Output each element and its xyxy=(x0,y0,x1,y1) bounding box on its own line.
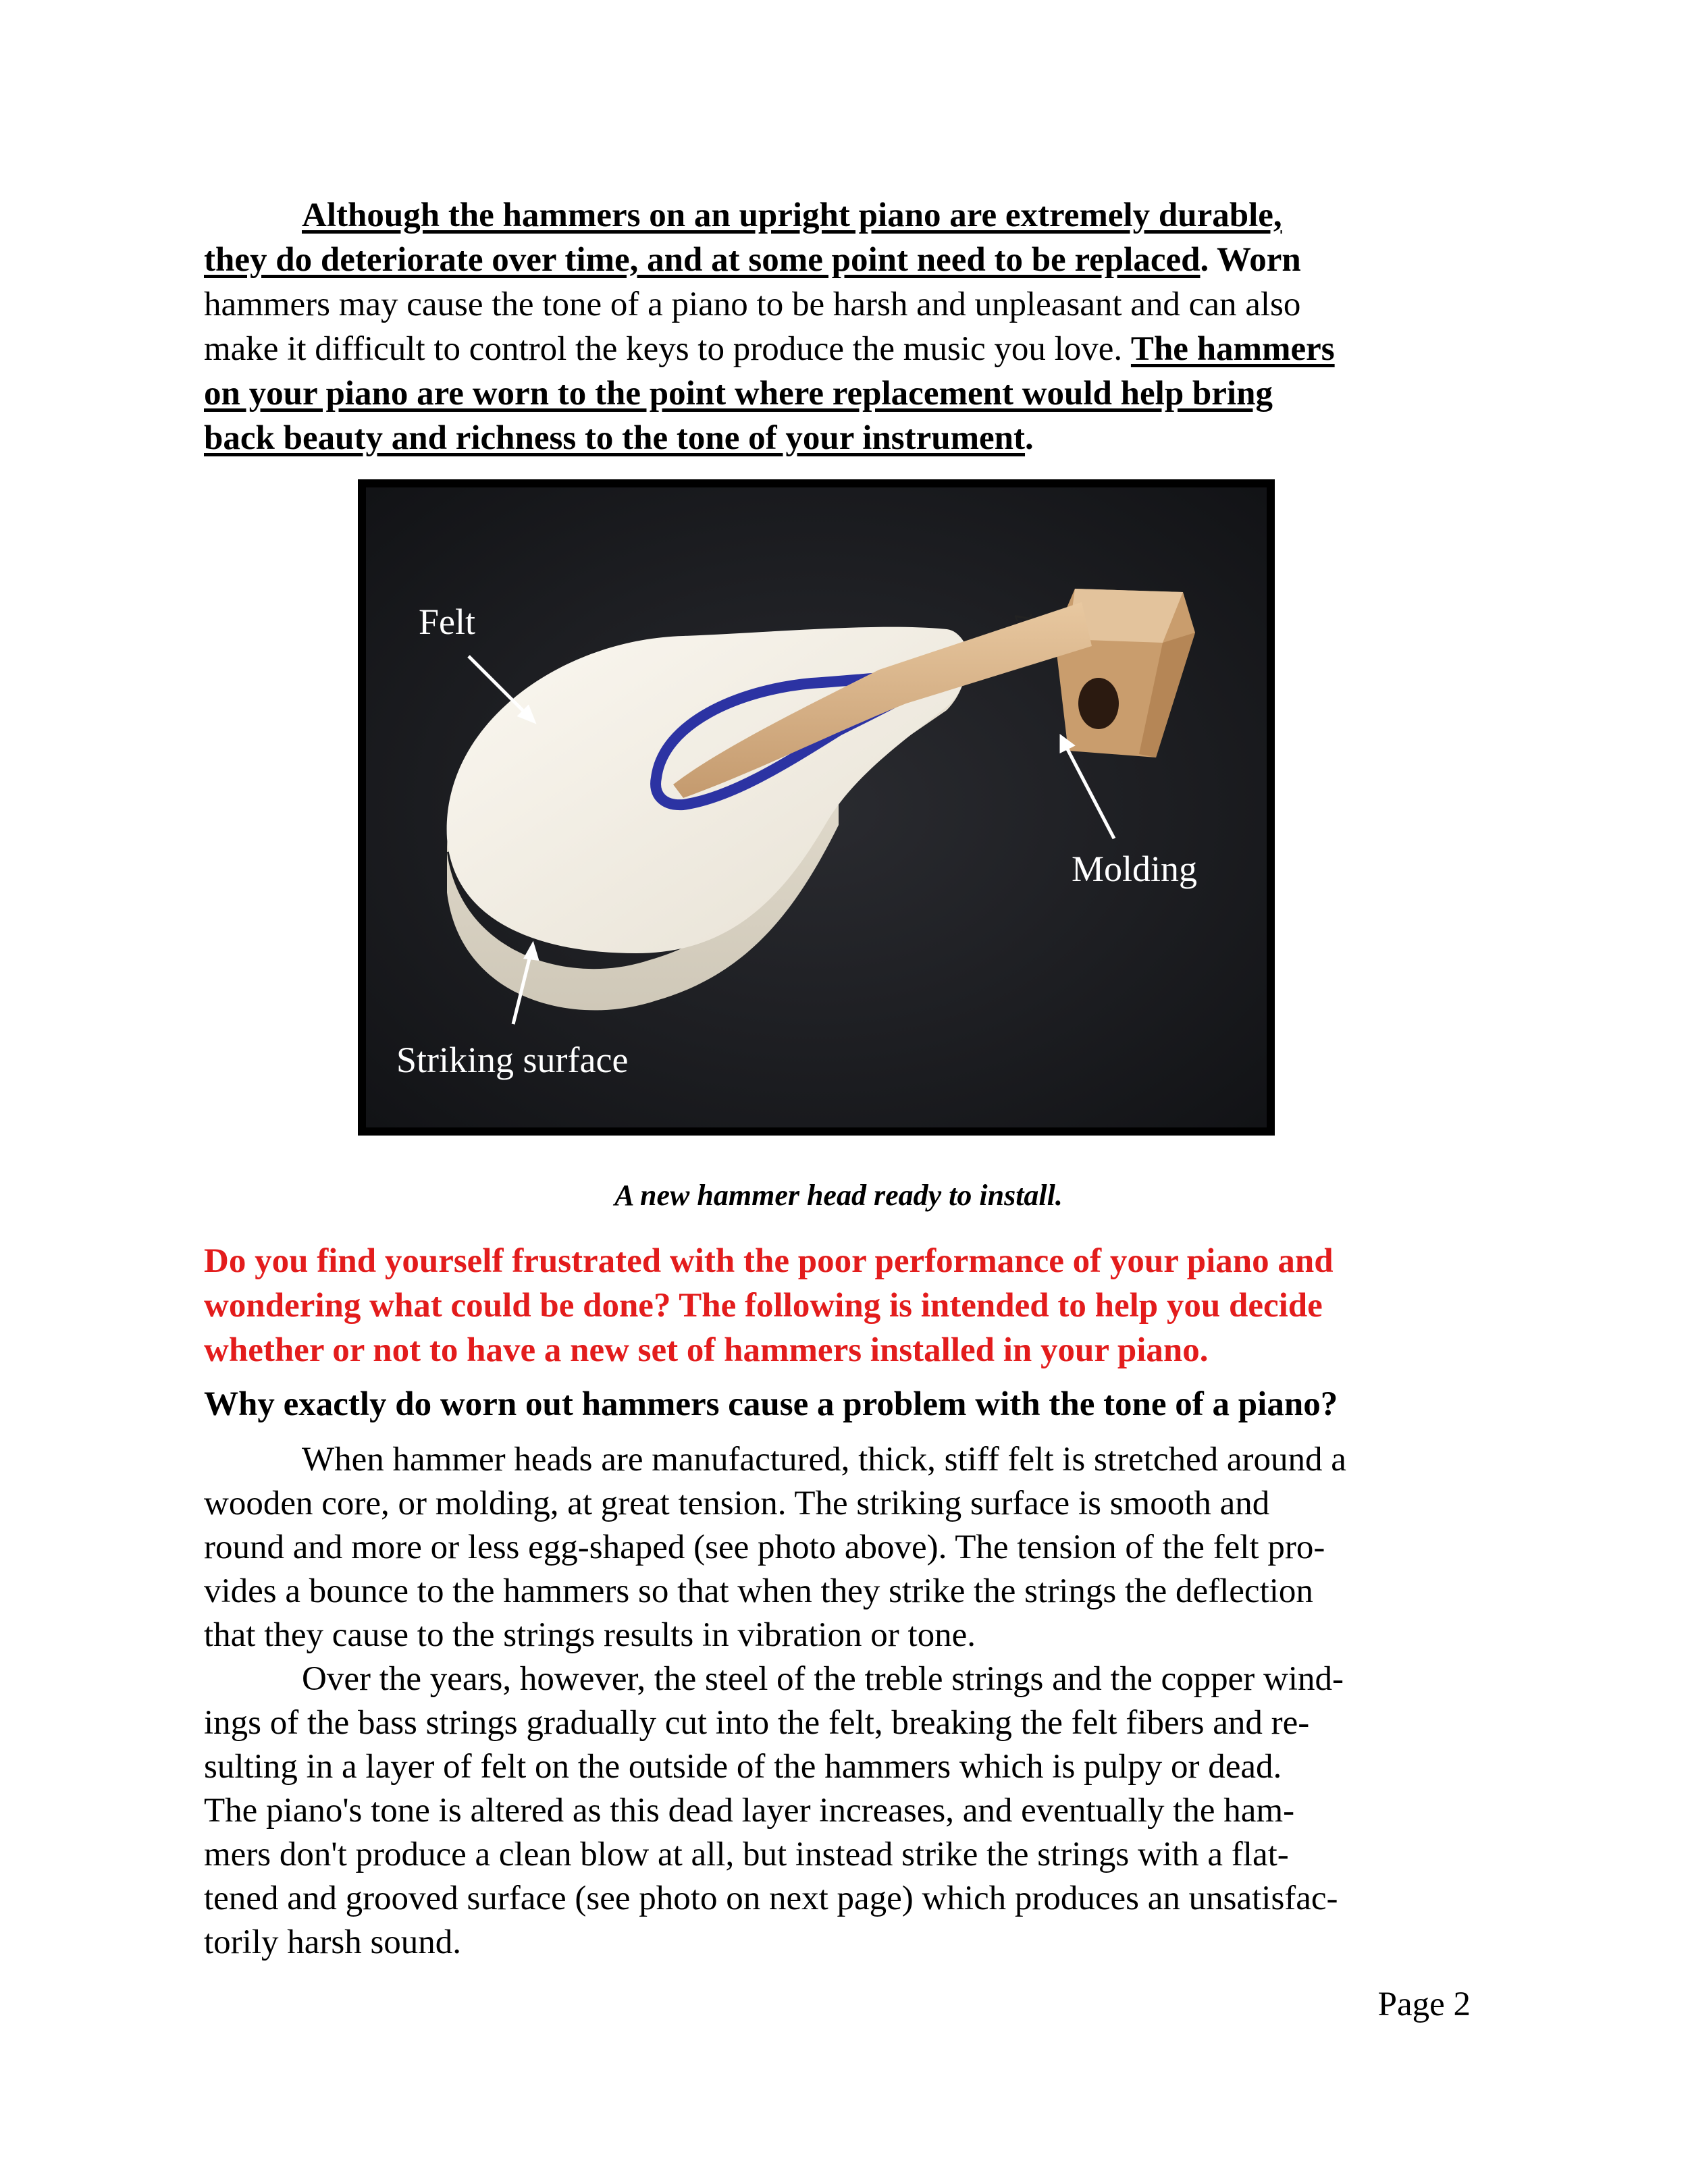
page-number: Page 2 xyxy=(1377,1986,1471,2023)
body-line: When hammer heads are manufactured, thick, stiff felt is stretched around a xyxy=(302,1441,1346,1479)
intro-paragraph xyxy=(204,193,1473,460)
hammer-photo xyxy=(358,479,1275,1136)
section-question: Why exactly do worn out hammers cause a problem with the tone of a piano? xyxy=(204,1385,1338,1423)
body-line: torily harsh sound. xyxy=(204,1923,462,1961)
body-line: wooden core, or molding, at great tension. The striking surface is smooth and xyxy=(204,1485,1270,1522)
intro-line4-bold: The hammers xyxy=(1130,330,1335,368)
body-line: The piano's tone is altered as this dead layer increases, and eventually the ham- xyxy=(204,1792,1295,1830)
intro-line6-end: . xyxy=(1025,419,1034,457)
intro-line1-bold: Although the hammers on an upright piano are extremely durable, xyxy=(302,196,1282,234)
label-felt: Felt xyxy=(419,602,476,642)
intro-line2-bold: they do deteriorate over time, and at some point need to be replaced xyxy=(204,241,1201,279)
label-molding: Molding xyxy=(1072,849,1198,889)
body-line: ings of the bass strings gradually cut into the felt, breaking the felt fibers and re- xyxy=(204,1704,1310,1742)
photo-caption: A new hammer head ready to install. xyxy=(614,1179,1063,1212)
red-callout xyxy=(204,1239,1473,1373)
body-line: round and more or less egg-shaped (see photo above). The tension of the felt pro- xyxy=(204,1528,1325,1566)
body-paragraphs xyxy=(204,1438,1487,1965)
body-line: that they cause to the strings results in vibration or tone. xyxy=(204,1616,976,1654)
body-line: sulting in a layer of felt on the outside of the hammers which is pulpy or dead. xyxy=(204,1748,1282,1786)
body-line: vides a bounce to the hammers so that when they strike the strings the deflection xyxy=(204,1572,1313,1610)
red-line2: wondering what could be done? The following is intended to help you decide xyxy=(204,1287,1323,1325)
intro-line3: hammers may cause the tone of a piano to be harsh and unpleasant and can also xyxy=(204,286,1301,323)
label-striking-surface: Striking surface xyxy=(396,1040,629,1080)
intro-line5-bold: on your piano are worn to the point where replacement would help bring xyxy=(204,375,1273,412)
body-line: mers don't produce a clean blow at all, but instead strike the strings with a flat- xyxy=(204,1836,1289,1873)
intro-line4: make it difficult to control the keys to produce the music you love. xyxy=(204,330,1131,368)
hammer-illustration xyxy=(366,487,1267,1127)
red-line3: whether or not to have a new set of hammers installed in your piano. xyxy=(204,1331,1209,1369)
body-line: tened and grooved surface (see photo on next page) which produces an unsatisfac- xyxy=(204,1880,1338,1917)
intro-line6-bold: back beauty and richness to the tone of your instrument xyxy=(204,419,1026,457)
intro-line2-rest: . Worn xyxy=(1200,241,1301,279)
red-line1: Do you find yourself frustrated with the poor performance of your piano and xyxy=(204,1242,1334,1280)
body-line: Over the years, however, the steel of the treble strings and the copper wind- xyxy=(302,1660,1344,1698)
